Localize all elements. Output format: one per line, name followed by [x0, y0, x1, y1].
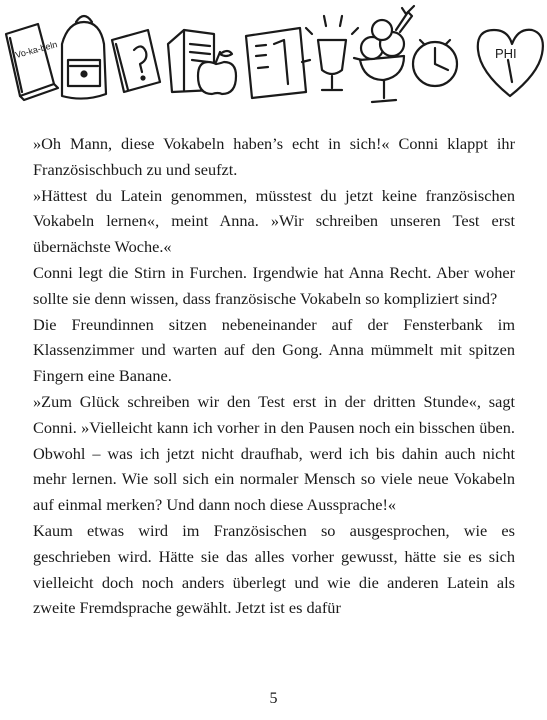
ice-cream-icon	[360, 6, 414, 102]
body-text	[33, 131, 515, 621]
svg-text:Vo-ka-beln: Vo-ka-beln	[14, 39, 59, 61]
paragraph: Conni legt die Stirn in Furchen. Irgendwie hat Anna Recht. Aber woher sollte sie denn wissen, dass französische Vokabeln so kompliziert sind?	[33, 262, 515, 308]
paragraph: »Hättest du Latein genommen, müsstest du jetzt keine französischen Vokabeln lernen«, meint Anna. »Wir schreiben unseren Test erst übernächste Woche.«	[33, 185, 515, 257]
heart-icon	[478, 30, 543, 96]
paragraph: »Oh Mann, diese Vokabeln haben’s echt in sich!« Conni klappt ihr Französischbuch zu und seufzt.	[33, 134, 515, 179]
clock-icon	[413, 40, 457, 86]
vocabulary-book-icon	[6, 24, 58, 100]
paragraph: Kaum etwas wird im Französischen so ausgesprochen, wie es geschrieben wird. Hätte sie das alles vorher gewusst, hätte sie es sich vielleicht doch noch anders überlegt und wie die anderen Latein als zweite Fremdsprache gewählt. Jetzt ist es dafür	[33, 520, 515, 618]
notebook-icon	[112, 30, 160, 92]
backpack-icon	[62, 16, 106, 99]
header-doodles	[0, 0, 547, 120]
page-number: 5	[269, 690, 278, 707]
report-card-icon	[246, 28, 306, 98]
svg-text:PHI: PHI	[495, 46, 517, 61]
cup-icon	[302, 16, 362, 90]
paragraph: »Zum Glück schreiben wir den Test erst in der dritten Stunde«, sagt Conni. »Vielleicht kann ich vorher in den Pausen noch ein bisschen üben. Obwohl – was ich jetzt nicht draufhab, werd ich bis dahin auch nicht mehr lernen. Wie soll sich ein normaler Mensch so viele neue Vokabeln auf einmal merken? Und dann noch diese Aussprache!«	[33, 391, 515, 515]
paragraph: Die Freundinnen sitzen nebeneinander auf der Fensterbank im Klassenzimmer und warten auf den Gong. Anna mümmelt mit spitzen Fingern eine Banane.	[33, 314, 515, 386]
